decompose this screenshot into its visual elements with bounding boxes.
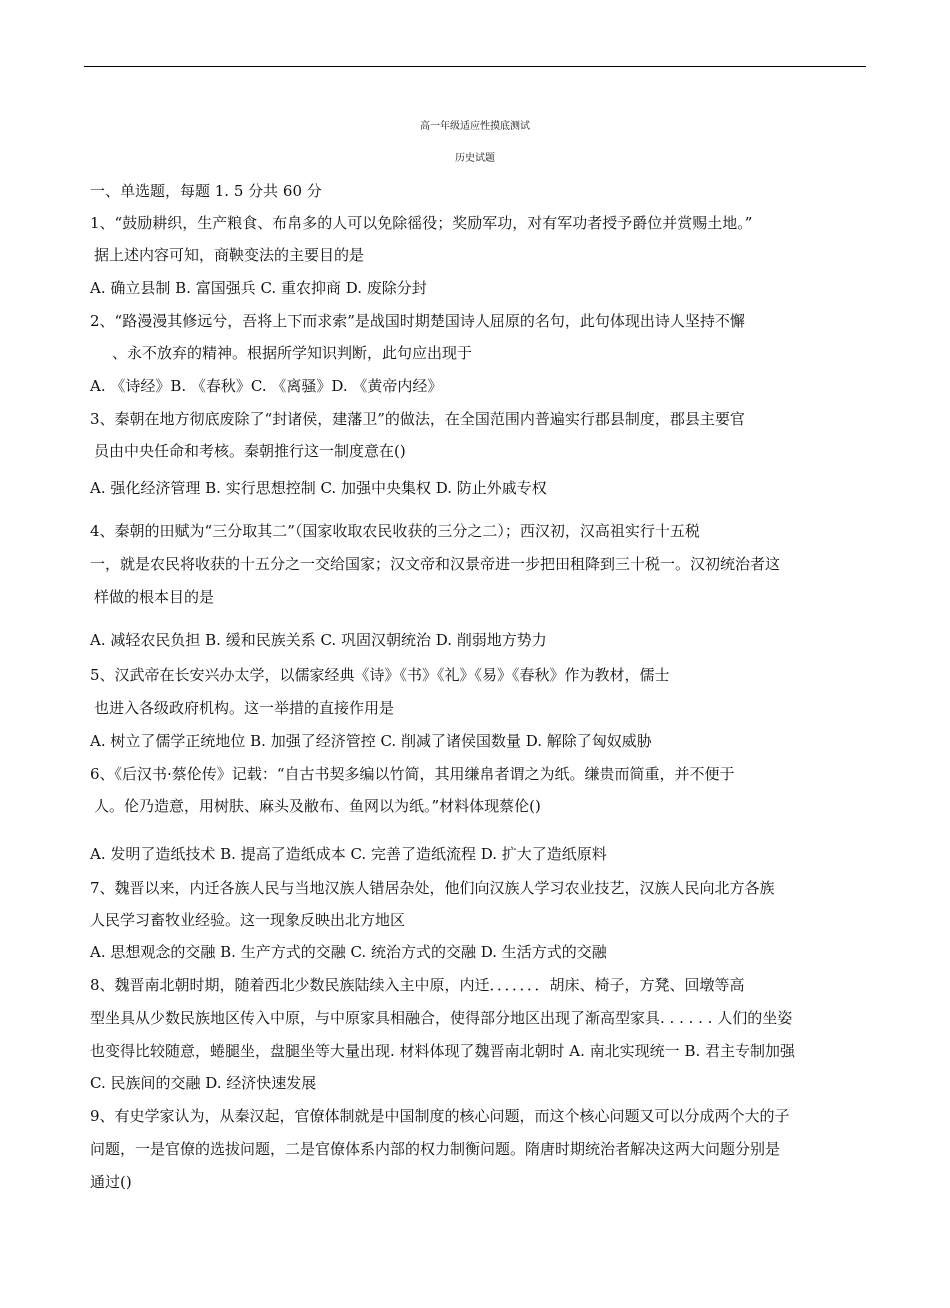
q2-stem-line-2: 、永不放弃的精神。根据所学知识判断，此句应出现于 <box>112 344 473 362</box>
q5-stem-line-1: 5、汉武帝在长安兴办太学，以儒家经典《诗》《书》《礼》《易》《春秋》作为教材，儒士 <box>90 666 670 684</box>
section-heading: 一、单选题，每题 1. 5 分共 60 分 <box>90 182 322 200</box>
q7-stem-line-1: 7、魏晋以来，内迁各族人民与当地汉族人错居杂处，他们向汉族人学习农业技艺，汉族人民向北方各族 <box>90 879 775 897</box>
q7-options: A. 思想观念的交融 B. 生产方式的交融 C. 统治方式的交融 D. 生活方式的交融 <box>90 943 607 961</box>
q4-stem-line-3: 样做的根本目的是 <box>94 588 215 606</box>
q3-options: A. 强化经济管理 B. 实行思想控制 C. 加强中央集权 D. 防止外戚专权 <box>90 479 547 497</box>
q8-stem-line-2: 型坐具从少数民族地区传入中原，与中原家具相融合，使得部分地区出现了渐高型家具. . . . . . 人们的坐姿 <box>90 1009 793 1027</box>
q5-options: A. 树立了儒学正统地位 B. 加强了经济管控 C. 削减了诸侯国数量 D. 解除了匈奴威胁 <box>90 732 652 750</box>
q1-stem-line-1: 1、“鼓励耕织，生产粮食、布帛多的人可以免除徭役；奖励军功，对有军功者授予爵位并赏赐土地。” <box>90 214 753 232</box>
q2-stem-line-1: 2、“路漫漫其修远兮，吾将上下而求索”是战国时期楚国诗人屈原的名句，此句体现出诗人坚持不懈 <box>90 312 745 330</box>
q9-stem-line-3: 通过() <box>90 1173 132 1191</box>
q4-stem-line-2: 一，就是农民将收获的十五分之一交给国家；汉文帝和汉景帝进一步把田租降到三十税一。汉初统治者这 <box>90 555 781 573</box>
exam-subtitle: 历史试题 <box>455 153 495 164</box>
q9-stem-line-2: 问题，一是官僚的选拔问题，二是官僚体系内部的权力制衡问题。隋唐时期统治者解决这两大问题分别是 <box>90 1140 781 1158</box>
header-rule <box>84 66 866 67</box>
q5-stem-line-2: 也进入各级政府机构。这一举措的直接作用是 <box>94 699 395 717</box>
q6-stem-line-2: 人。伦乃造意，用树肤、麻头及敝布、鱼网以为纸。”材料体现蔡伦() <box>94 797 541 815</box>
q2-options: A. 《诗经》B. 《春秋》C. 《离骚》D. 《黄帝内经》 <box>90 377 443 395</box>
q3-stem-line-2: 员由中央任命和考核。秦朝推行这一制度意在() <box>94 442 406 460</box>
q1-options: A. 确立县制 B. 富国强兵 C. 重农抑商 D. 废除分封 <box>90 279 427 297</box>
q3-stem-line-1: 3、秦朝在地方彻底废除了“封诸侯，建藩卫”的做法，在全国范围内普遍实行郡县制度，郡县主要官 <box>90 410 745 428</box>
q6-options: A. 发明了造纸技术 B. 提高了造纸成本 C. 完善了造纸流程 D. 扩大了造纸原料 <box>90 845 607 863</box>
q8-stem-line-1: 8、魏晋南北朝时期，随着西北少数民族陆续入主中原，内迁．．．．．．．胡床、椅子，方凳、回墩等高 <box>90 976 745 994</box>
q9-stem-line-1: 9、有史学家认为，从秦汉起，官僚体制就是中国制度的核心问题，而这个核心问题又可以分成两个大的子 <box>90 1107 790 1125</box>
q6-stem-line-1: 6、《后汉书·蔡伦传》记载：“自古书契多编以竹简，其用缣帛者谓之为纸。缣贵而简重，并不便于 <box>90 765 735 783</box>
q4-stem-line-1: 4、秦朝的田赋为“三分取其二”（国家收取农民收获的三分之二）；西汉初，汉高祖实行十五税 <box>90 522 700 540</box>
q1-stem-line-2: 据上述内容可知，商鞅变法的主要目的是 <box>94 246 365 264</box>
q8-stem-line-3: 也变得比较随意，蜷腿坐，盘腿坐等大量出现. 材料体现了魏晋南北朝时 A. 南北实现统一 B. 君主专制加强 <box>90 1042 796 1060</box>
q4-options: A. 减轻农民负担 B. 缓和民族关系 C. 巩固汉朝统治 D. 削弱地方势力 <box>90 631 547 649</box>
exam-title: 高一年级适应性摸底测试 <box>420 121 530 132</box>
q8-options: C. 民族间的交融 D. 经济快速发展 <box>90 1074 317 1092</box>
q7-stem-line-2: 人民学习畜牧业经验。这一现象反映出北方地区 <box>90 911 406 929</box>
